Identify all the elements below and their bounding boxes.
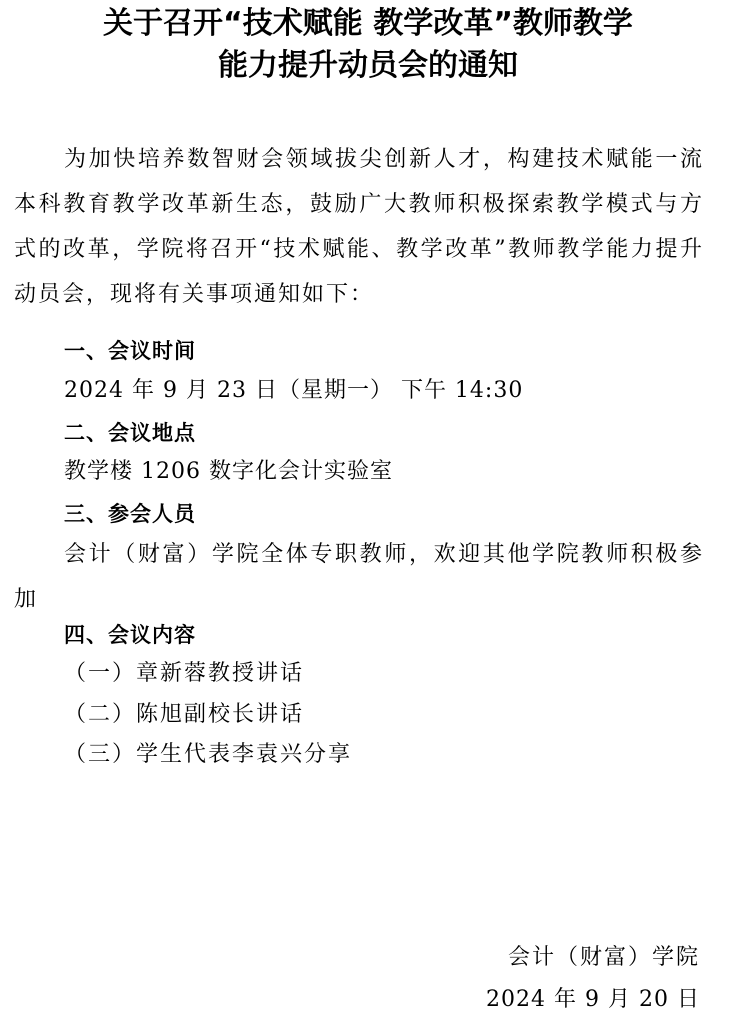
section-heading-agenda: 四、会议内容: [64, 623, 196, 647]
section-heading-location: 二、会议地点: [64, 421, 196, 445]
intro-paragraph: [14, 137, 704, 317]
attendees-paragraph: 会计（财富）学院全体专职教师，欢迎其他学院教师积极参加: [14, 542, 704, 612]
section-heading-time: 一、会议时间: [64, 339, 196, 363]
signature-date: 2024 年 9 月 20 日: [486, 987, 700, 1012]
agenda-item: （一）章新蓉教授讲话: [64, 661, 305, 686]
agenda-item: （三）学生代表李袁兴分享: [64, 742, 353, 767]
title-line-2: 能力提升动员会的通知: [218, 48, 518, 83]
intro-text: 为加快培养数智财会领域拔尖创新人才，构建技术赋能一流本科教育教学改革新生态，鼓励广大教师积极探索教学模式与方式的改革，学院将召开“技术赋能、教学改革”教师教学能力提升动员会，现将有关事项通知如下：: [14, 147, 704, 307]
section-heading-attendees: 三、参会人员: [64, 502, 196, 526]
meeting-location: 教学楼 1206 数字化会计实验室: [64, 459, 393, 484]
title-line-1: 关于召开“技术赋能 教学改革”教师教学: [103, 6, 633, 41]
signature-organization: 会计（财富）学院: [507, 945, 700, 970]
agenda-item: （二）陈旭副校长讲话: [64, 702, 305, 727]
meeting-time: 2024 年 9 月 23 日（星期一） 下午 14:30: [64, 378, 524, 403]
